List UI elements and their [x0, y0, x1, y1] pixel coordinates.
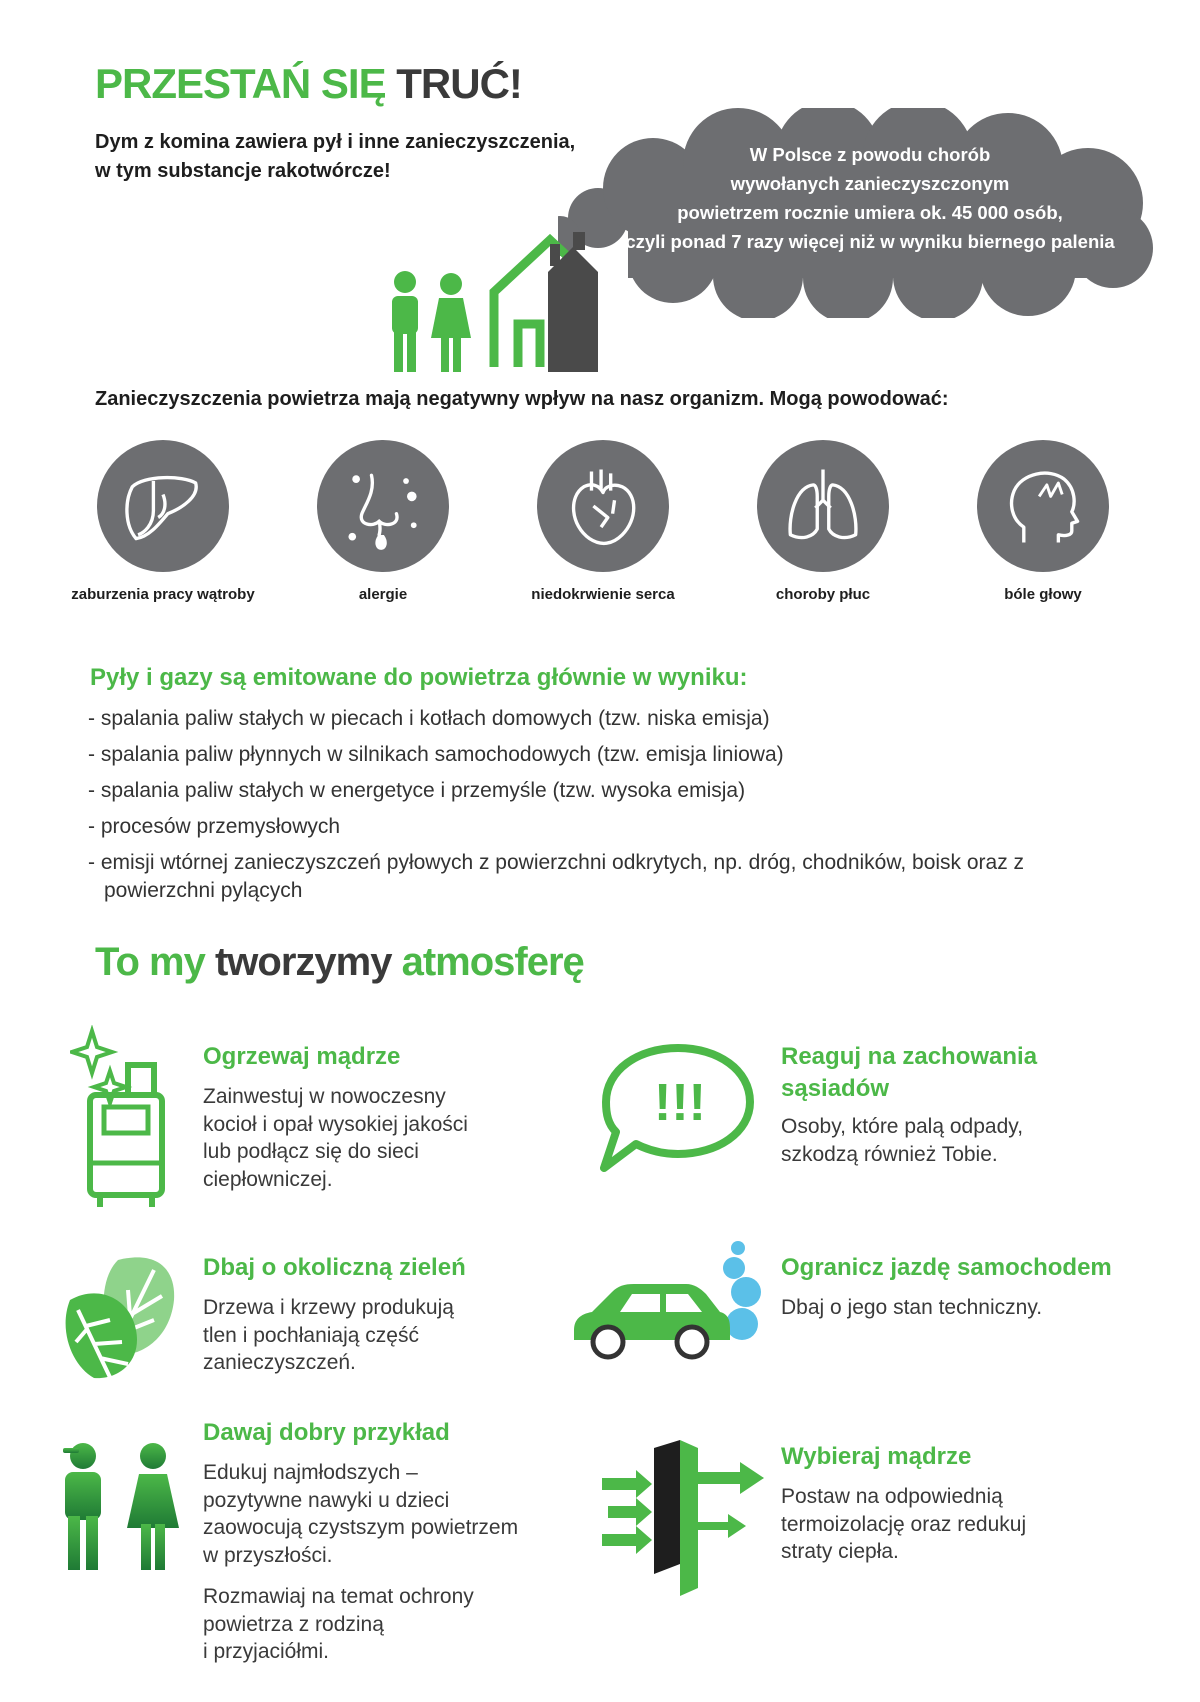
effect-allergy [273, 440, 493, 603]
effect-heart [493, 440, 713, 603]
tip-green-title: Dbaj o okoliczną zieleń [203, 1254, 466, 1281]
effect-label: alergie [358, 586, 408, 603]
tip-car-body: Dbaj o jego stan techniczny. [781, 1296, 1043, 1319]
cloud-line-4: czyli ponad 7 razy więcej niż w wyniku biernego palenia [625, 231, 1115, 252]
leaves-icon [58, 1250, 178, 1395]
tip-neighbors-body: Osoby, które palą odpady, szkodzą również Tobie. [781, 1115, 1024, 1166]
cloud-statistic-text [600, 140, 1140, 256]
tip-example-title: Dawaj dobry przykład [203, 1419, 450, 1446]
headache-icon [977, 440, 1109, 572]
car-smoke-icon [568, 1240, 768, 1370]
intro-line-1: Dym z komina zawiera pył i inne zanieczyszczenia, [95, 131, 576, 153]
boiler-icon [70, 1025, 170, 1210]
title-part-green: PRZESTAŃ SIĘ [95, 60, 386, 107]
sources-heading: Pyły i gazy są emitowane do powietrza głównie w wyniku: [90, 664, 748, 691]
atmosphere-part-1: To my [95, 940, 205, 984]
tip-car-title: Ogranicz jazdę samochodem [781, 1254, 1112, 1281]
effects-heading: Zanieczyszczenia powietrza mają negatywny wpływ na nasz organizm. Mogą powodować: [95, 388, 949, 410]
effect-label: zaburzenia pracy wątroby [71, 586, 255, 603]
children-icon [55, 1442, 185, 1572]
tip-heat-body: Zainwestuj w nowoczesny kocioł i opał wysokiej jakości lub podłącz się do sieci ciepłowniczej. [203, 1085, 468, 1191]
speech-bubble-icon [598, 1040, 758, 1175]
tip-example-body-2: Rozmawiaj na temat ochrony powietrza z rodziną i przyjaciółmi. [203, 1585, 474, 1663]
lungs-icon [757, 440, 889, 572]
family-icon [385, 270, 475, 372]
tip-example-body: Edukuj najmłodszych – pozytywne nawyki u dzieci zaowocują czystszym powietrzem w przyszłości. [203, 1461, 519, 1567]
cloud-line-3: powietrzem rocznie umiera ok. 45 000 osób, [677, 202, 1063, 223]
tip-heat-title: Ogrzewaj mądrze [203, 1043, 401, 1070]
page-title [95, 60, 522, 108]
effect-liver [53, 440, 273, 603]
effect-lungs [713, 440, 933, 603]
list-item: - emisji wtórnej zanieczyszczeń pyłowych z powierzchni odkrytych, np. dróg, chodników, boisk oraz z powierzchni pylących [88, 849, 1108, 905]
effect-label: bóle głowy [1004, 586, 1082, 603]
cloud-line-1: W Polsce z powodu chorób [749, 144, 991, 165]
tip-insulate-body: Postaw na odpowiednią termoizolację oraz redukuj straty ciepła. [781, 1485, 1027, 1563]
heart-icon [537, 440, 669, 572]
liver-icon [97, 440, 229, 572]
effect-label: niedokrwienie serca [531, 586, 675, 603]
tip-green-body: Drzewa i krzewy produkują tlen i pochłaniają część zanieczyszczeń. [203, 1296, 454, 1374]
tip-insulate-title: Wybieraj mądrze [781, 1443, 972, 1470]
intro-line-2: w tym substancje rakotwórcze! [95, 160, 391, 182]
sources-list [88, 705, 1108, 913]
atmosphere-heading [95, 940, 584, 985]
title-part-dark: TRUĆ! [396, 60, 522, 107]
effect-label: choroby płuc [775, 586, 871, 603]
atmosphere-part-2: tworzymy [214, 940, 392, 984]
list-item: - spalania paliw stałych w piecach i kotłach domowych (tzw. niska emisja) [88, 705, 1108, 733]
allergy-nose-icon [317, 440, 449, 572]
list-item: - procesów przemysłowych [88, 813, 1108, 841]
cloud-line-2: wywołanych zanieczyszczonym [730, 173, 1010, 194]
list-item: - spalania paliw płynnych w silnikach samochodowych (tzw. emisja liniowa) [88, 741, 1108, 769]
bubble-exclamations: !!! [654, 1074, 706, 1132]
tip-neighbors-title: Reaguj na zachowania sąsiadów [781, 1043, 1038, 1102]
insulation-wall-icon [598, 1438, 768, 1598]
effect-headache [933, 440, 1153, 603]
list-item: - spalania paliw stałych w energetyce i przemyśle (tzw. wysoka emisja) [88, 777, 1108, 805]
house-chimney-icon [488, 232, 618, 372]
atmosphere-part-3: atmosferę [401, 940, 584, 984]
